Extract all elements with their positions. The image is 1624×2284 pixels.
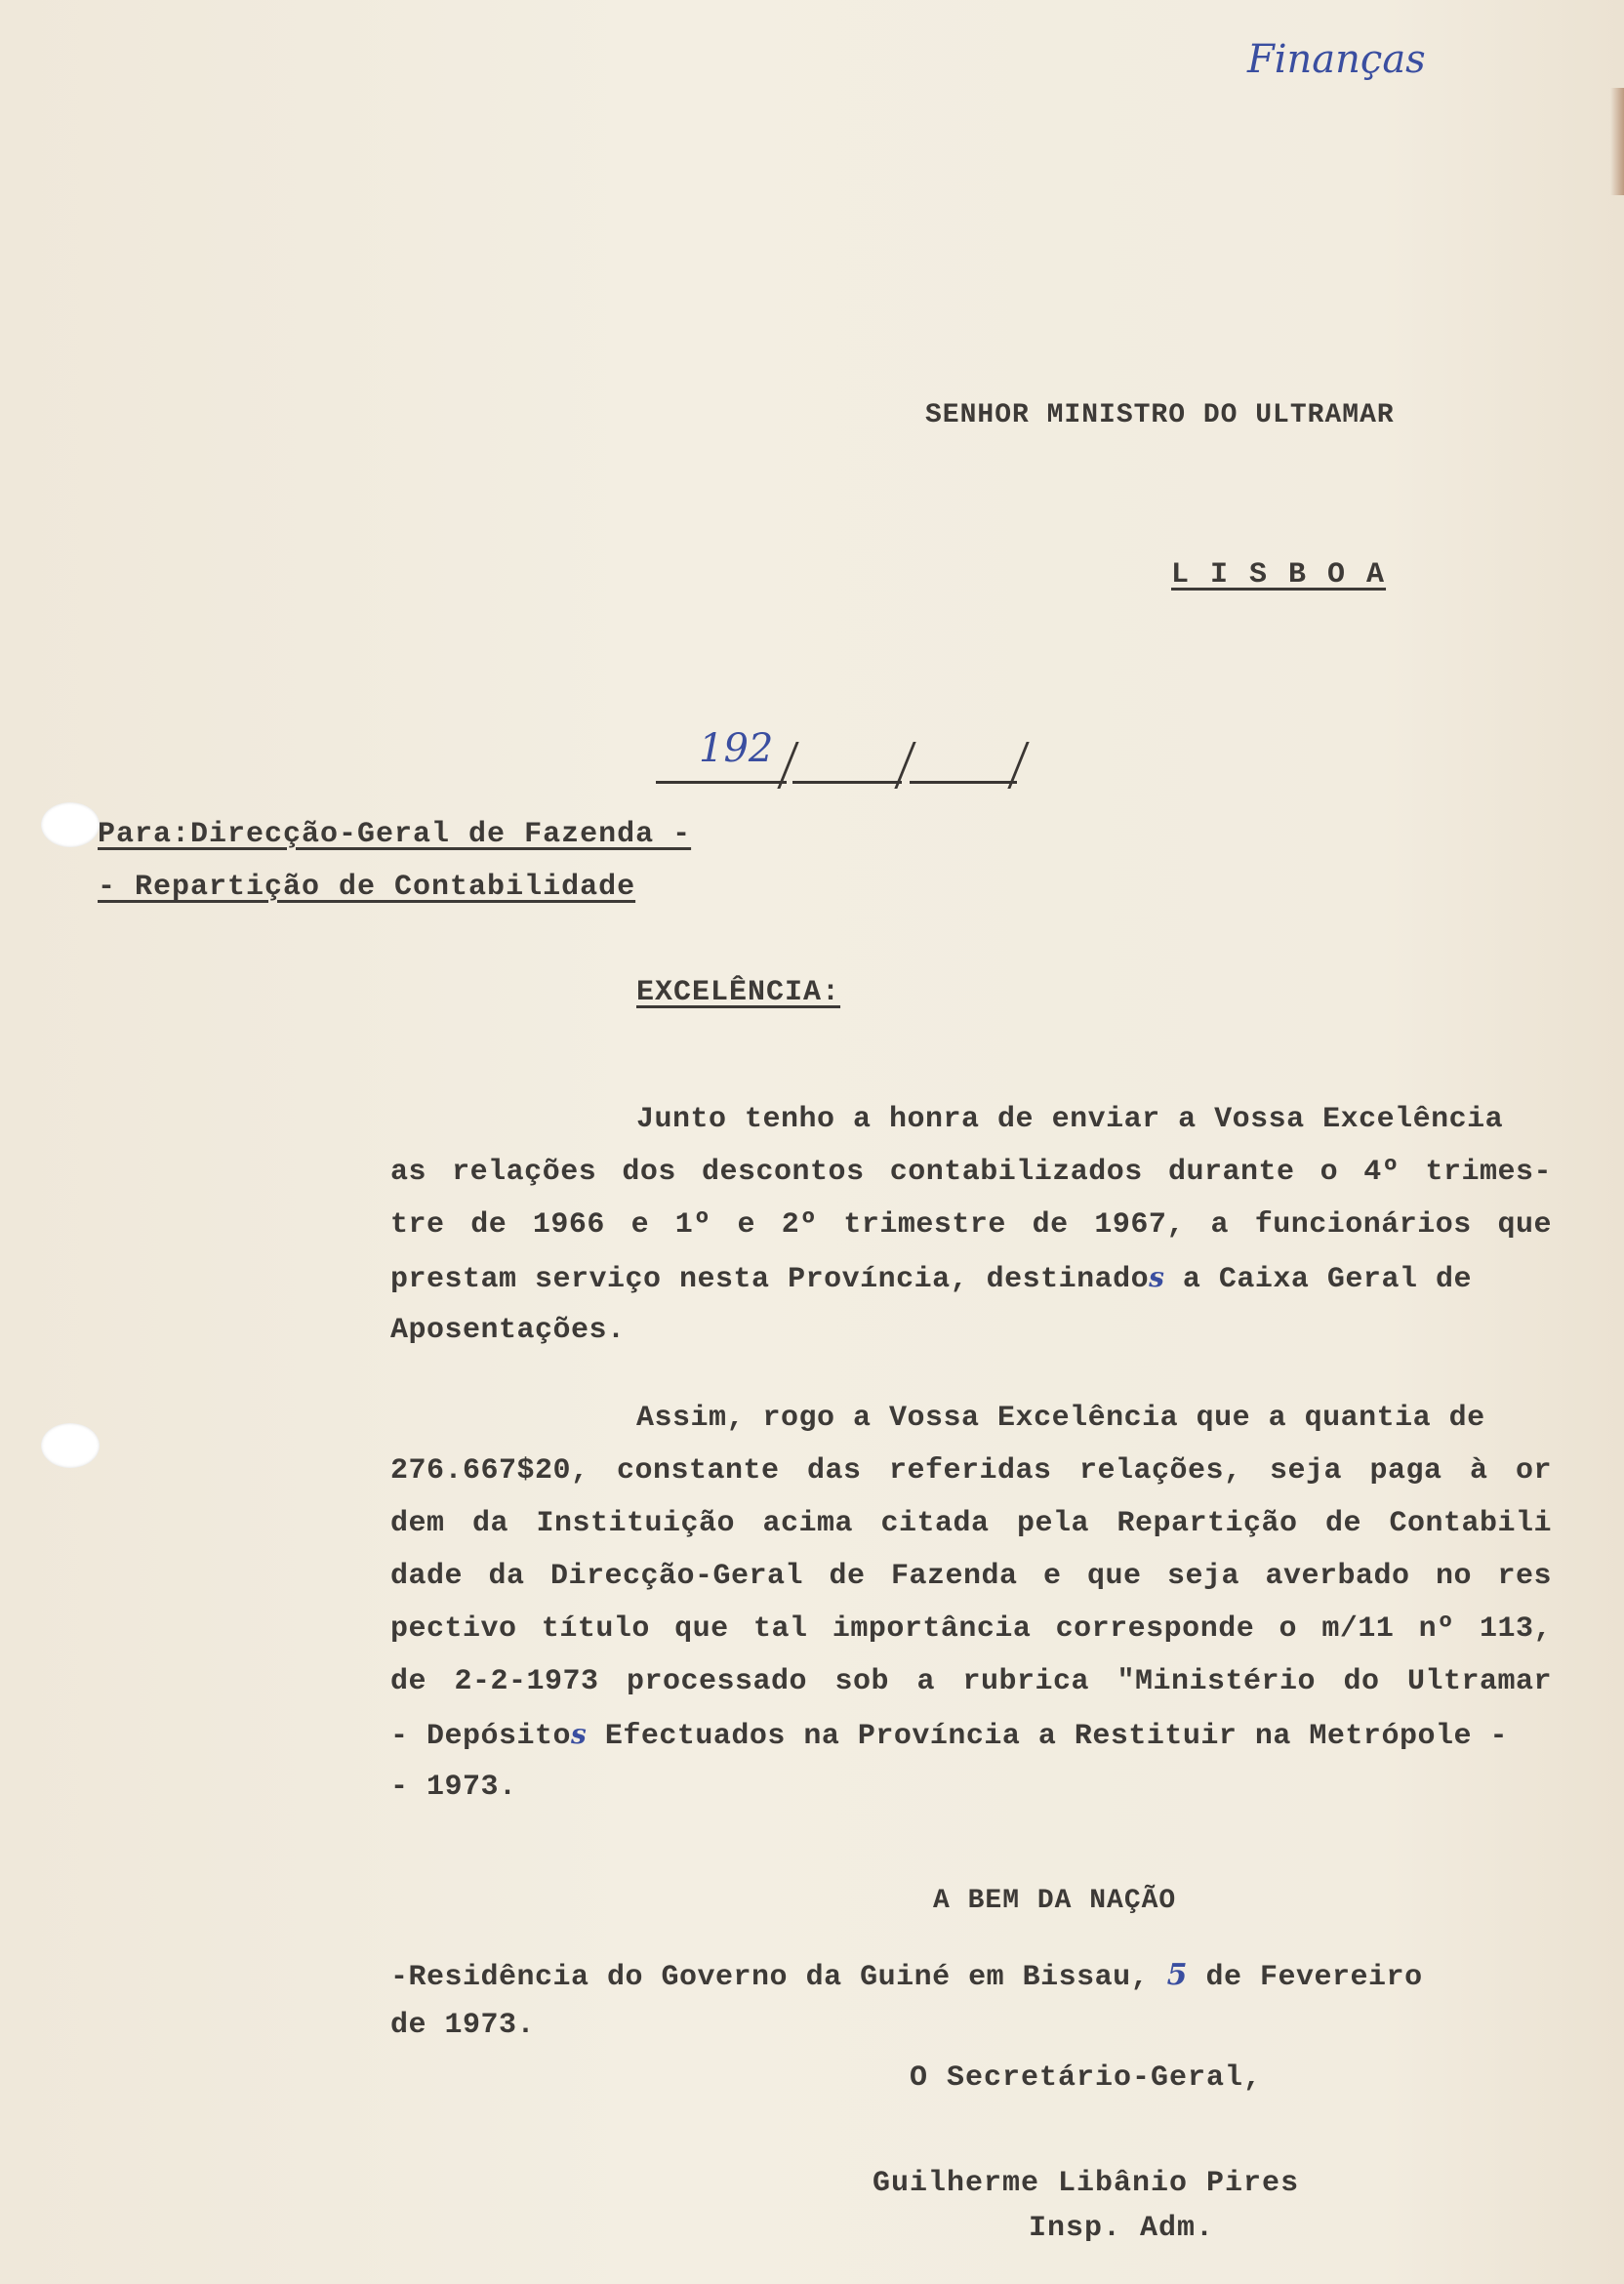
p2-line-5: pectivo título que tal importância corresponde o m/11 nº 113, bbox=[390, 1612, 1552, 1646]
p2-line-3: dem da Instituição acima citada pela Repartição de Contabili bbox=[390, 1507, 1552, 1540]
p1-line-4-start: prestam serviço nesta Província, destinado bbox=[390, 1263, 1150, 1296]
salutation: EXCELÊNCIA: bbox=[636, 976, 841, 1009]
reference-number: 192 bbox=[699, 726, 774, 771]
p2-line-7-end: Efectuados na Província a Restituir na Metrópole - bbox=[604, 1720, 1508, 1753]
signatory-title: O Secretário-Geral, bbox=[910, 2061, 1263, 2095]
p2-line-7-start: - Depósito bbox=[390, 1720, 572, 1753]
p1-line-2: as relações dos descontos contabilizados durante o 4º trimes- bbox=[390, 1156, 1552, 1189]
p1-line-4-end: a Caixa Geral de bbox=[1182, 1263, 1472, 1296]
ref-line-1 bbox=[656, 781, 787, 784]
p2-line-1: Assim, rogo a Vossa Excelência que a quantia de bbox=[636, 1402, 1485, 1435]
closing-phrase: A BEM DA NAÇÃO bbox=[933, 1886, 1177, 1916]
place-date-suffix: de Fevereiro bbox=[1205, 1961, 1423, 1994]
p1-line-4 bbox=[390, 1261, 1552, 1296]
p2-line-6: de 2-2-1973 processado sob a rubrica "Ministério do Ultramar bbox=[390, 1665, 1552, 1698]
signatory-role: Insp. Adm. bbox=[1029, 2212, 1215, 2245]
handwritten-s: s bbox=[1149, 1261, 1165, 1293]
p1-line-5: Aposentações. bbox=[390, 1314, 626, 1347]
handwritten-s: s bbox=[571, 1718, 588, 1750]
place-date-prefix: -Residência do Governo da Guiné em Bissau, bbox=[390, 1961, 1150, 1994]
punch-hole-top bbox=[41, 802, 100, 847]
place-date-year: de 1973. bbox=[390, 2009, 536, 2042]
p2-line-8: - 1973. bbox=[390, 1771, 517, 1804]
p2-line-7 bbox=[390, 1718, 1552, 1753]
ref-line-2 bbox=[792, 781, 902, 784]
p2-line-2: 276.667$20, constante das referidas relações, seja paga à or bbox=[390, 1454, 1552, 1488]
para-line-2 bbox=[98, 871, 635, 904]
handwritten-annotation: Finanças bbox=[1247, 37, 1426, 82]
ref-line-3 bbox=[910, 781, 1017, 784]
para-line-2-text: - Repartição de Contabilidade bbox=[98, 871, 636, 904]
punch-hole-bottom bbox=[41, 1423, 100, 1468]
para-line-1 bbox=[98, 818, 691, 851]
p2-line-4: dade da Direcção-Geral de Fazenda e que seja averbado no res bbox=[390, 1560, 1552, 1593]
p1-line-1: Junto tenho a honra de enviar a Vossa Excelência bbox=[636, 1103, 1504, 1136]
addressee-city: L I S B O A bbox=[1171, 558, 1387, 591]
addressee-line: SENHOR MINISTRO DO ULTRAMAR bbox=[925, 400, 1395, 430]
para-line-1-text: Para:Direcção-Geral de Fazenda - bbox=[98, 818, 692, 851]
signatory-name: Guilherme Libânio Pires bbox=[873, 2167, 1300, 2200]
p1-line-3: tre de 1966 e 1º e 2º trimestre de 1967, a funcionários que bbox=[390, 1208, 1552, 1242]
edge-stain bbox=[1610, 88, 1624, 195]
handwritten-day: 5 bbox=[1166, 1958, 1189, 1992]
ref-slash-3 bbox=[1007, 742, 1029, 789]
place-date-line bbox=[390, 1958, 1552, 1994]
